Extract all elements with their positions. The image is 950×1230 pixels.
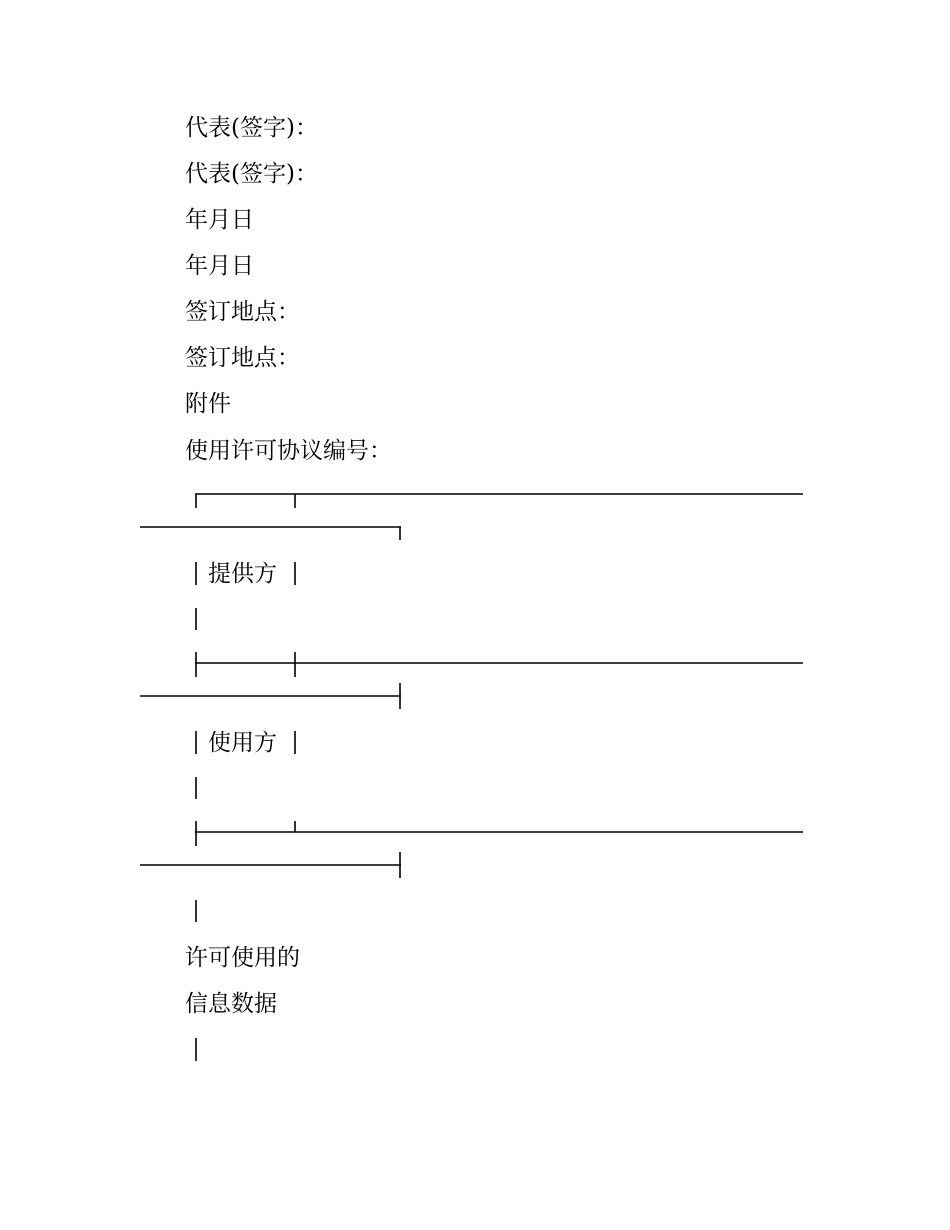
party-a-place-label: 签订地点： xyxy=(185,299,300,325)
licensed-data-label-line1: 许可使用的 xyxy=(185,945,300,971)
agreement-number-label: 使用许可协议编号： xyxy=(185,438,392,464)
licensed-data-label-line2: 信息数据 xyxy=(185,991,277,1017)
party-a-representative-label: 代表(签字)： xyxy=(185,115,318,141)
party-b-date-label: 年月日 xyxy=(185,253,254,279)
party-b-place-label: 签订地点： xyxy=(185,345,300,371)
user-label: 使用方 xyxy=(208,730,277,756)
party-a-date-label: 年月日 xyxy=(185,207,254,233)
provider-label: 提供方 xyxy=(208,561,277,587)
party-b-representative-label: 代表(签字)： xyxy=(185,161,318,187)
attachment-title: 附件 xyxy=(185,391,231,417)
